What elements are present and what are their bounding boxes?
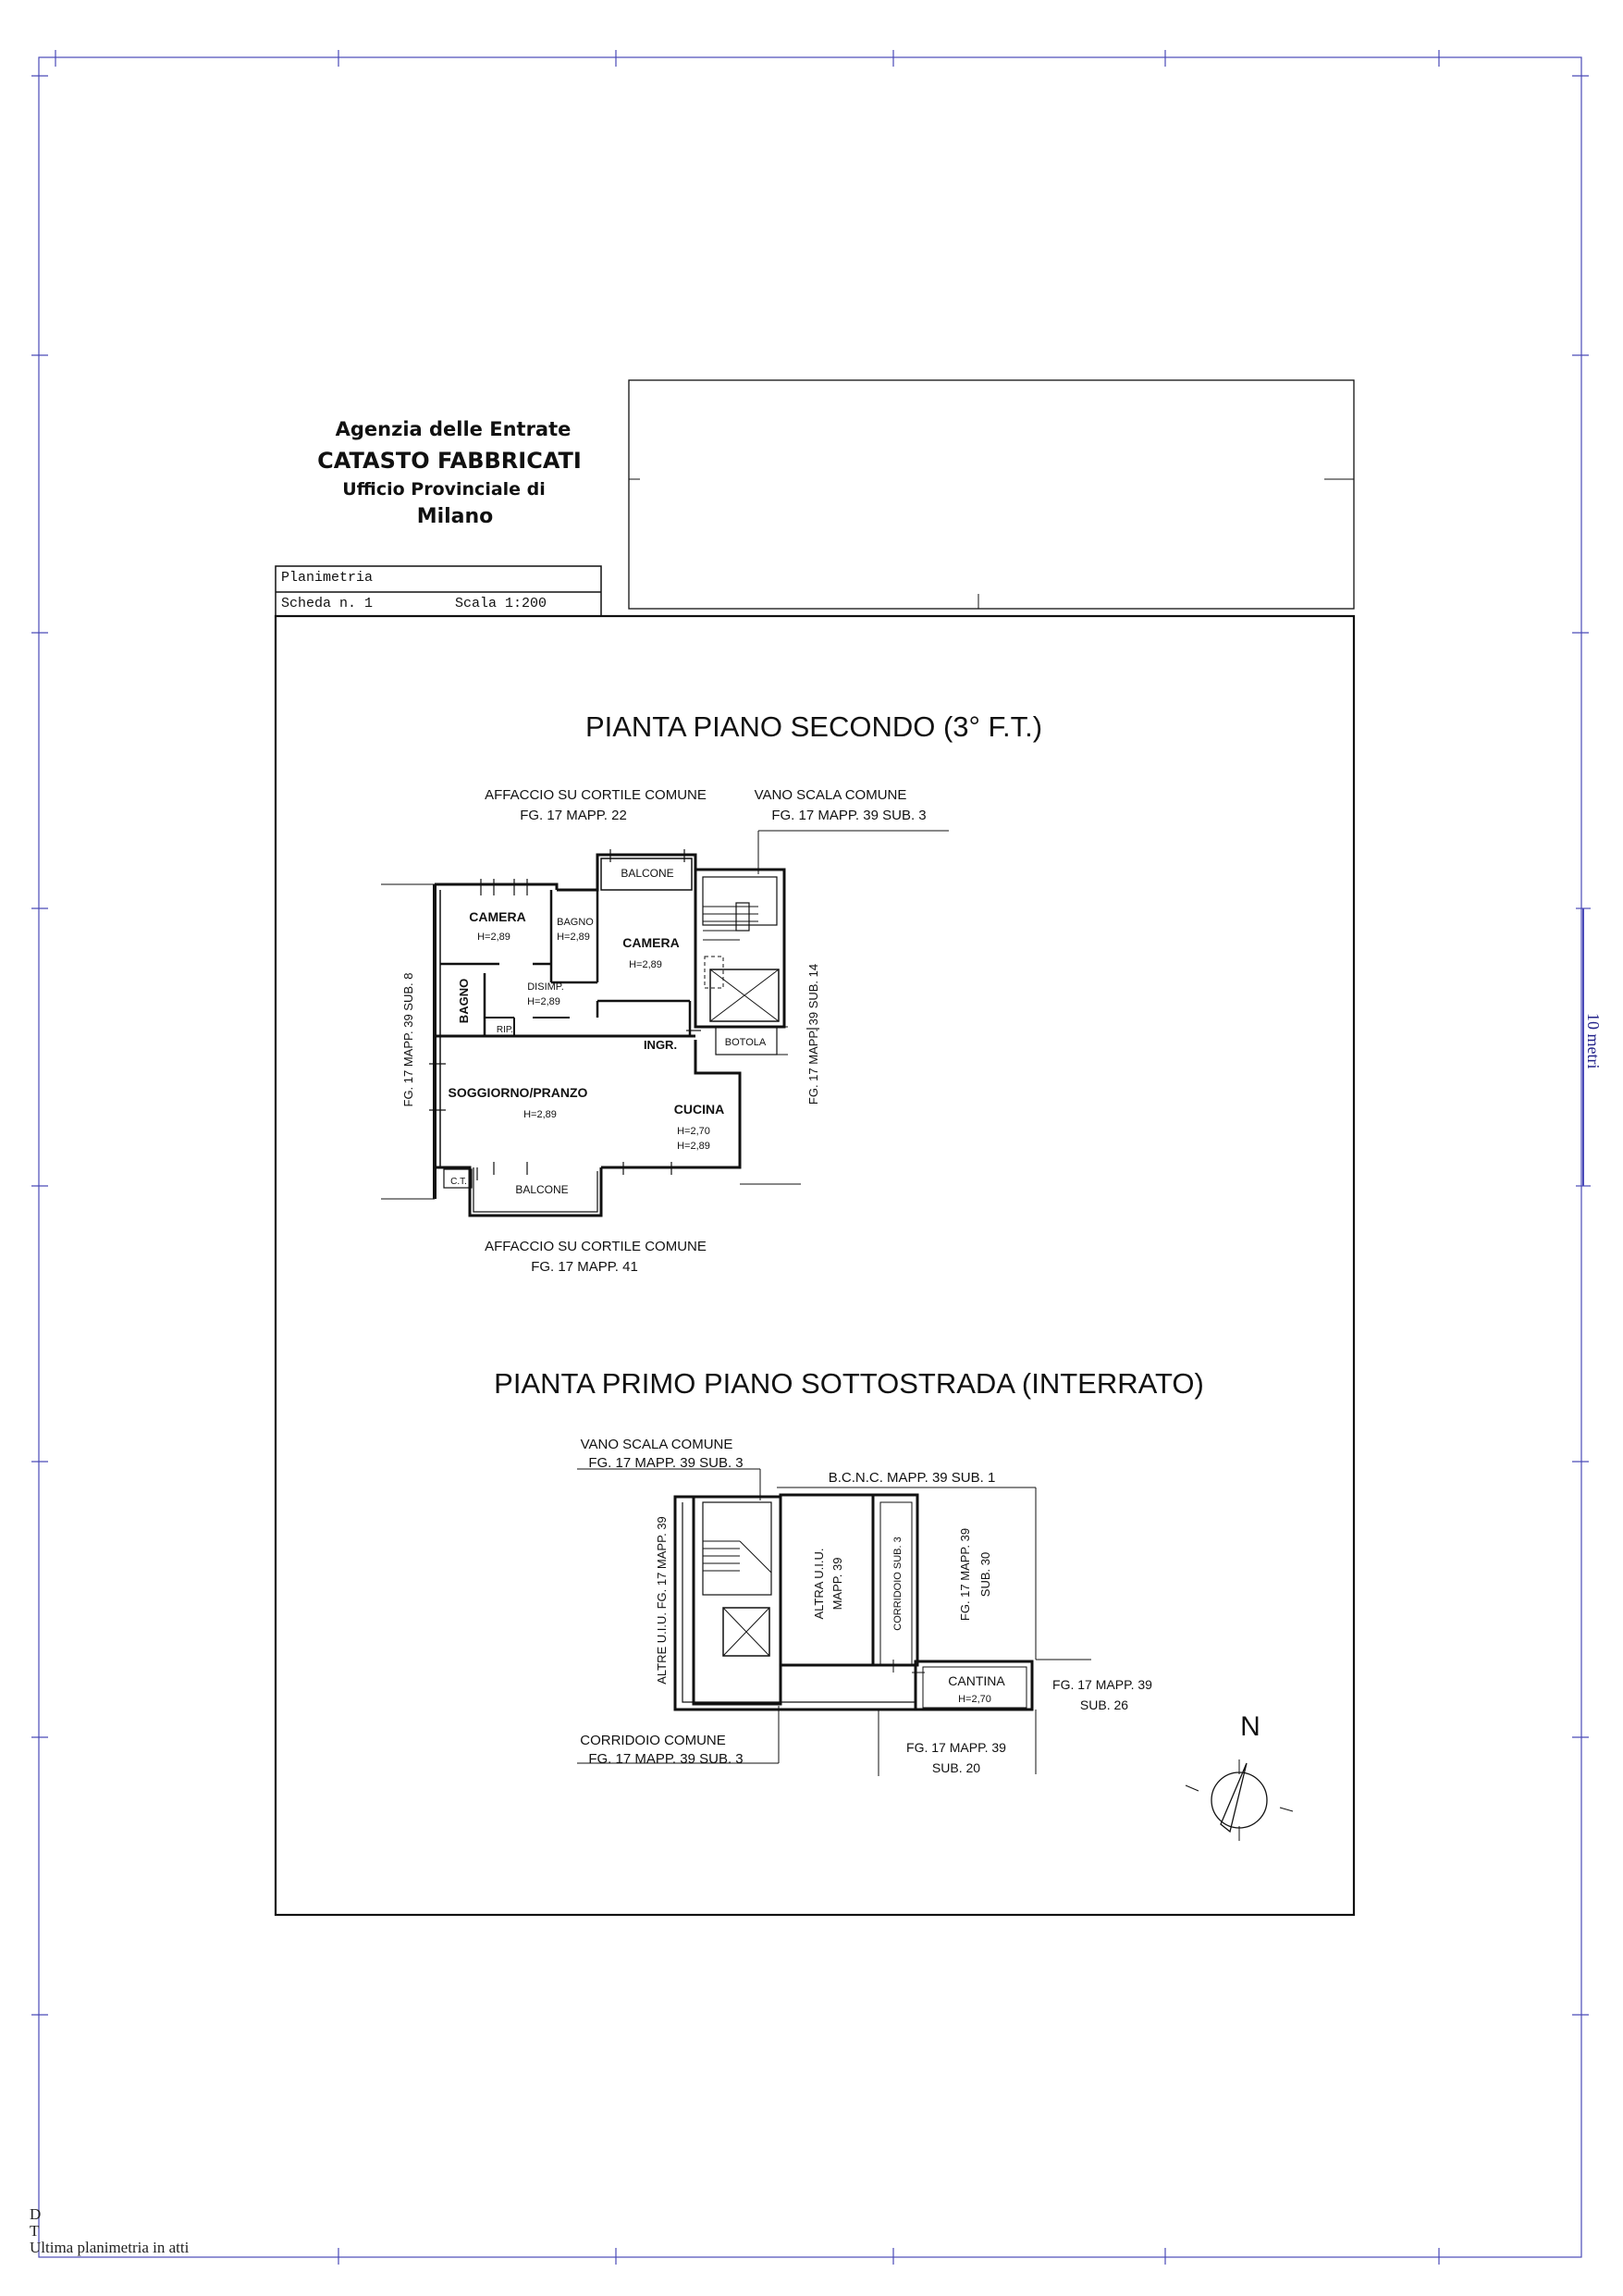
- room-bagno-1: BAGNO: [557, 917, 594, 928]
- label-altre-uiu: ALTRE U.I.U. FG. 17 MAPP. 39: [655, 1516, 669, 1685]
- room-balcone-top: BALCONE: [621, 867, 674, 880]
- label-affaccio-bottom: AFFACCIO SU CORTILE COMUNE: [485, 1239, 707, 1254]
- office-label: Ufficio Provinciale di: [342, 479, 546, 500]
- room-soggiorno-height: H=2,89: [523, 1109, 557, 1120]
- label-corridoio-comune: CORRIDOIO COMUNE: [580, 1733, 726, 1748]
- footer-line-1: D: [30, 2205, 42, 2223]
- label-bcnc: B.C.N.C. MAPP. 39 SUB. 1: [828, 1470, 996, 1486]
- label-mapp41: FG. 17 MAPP. 41: [531, 1259, 638, 1275]
- room-soggiorno: SOGGIORNO/PRANZO: [448, 1085, 588, 1100]
- room-camera-2: CAMERA: [622, 935, 680, 950]
- info-box: [629, 380, 1354, 609]
- room-bagno-2: BAGNO: [457, 978, 471, 1024]
- north-label: N: [1240, 1711, 1260, 1742]
- second-floor-title: PIANTA PIANO SECONDO (3° F.T.): [584, 710, 1043, 743]
- label-corridoio-sub3: FG. 17 MAPP. 39 SUB. 3: [588, 1751, 744, 1767]
- label-vano-scala-basement: VANO SCALA COMUNE: [580, 1437, 733, 1452]
- label-altra-uiu: ALTRA U.I.U.: [812, 1548, 826, 1620]
- room-cantina-height: H=2,70: [958, 1694, 991, 1705]
- label-sub3-top: FG. 17 MAPP. 39 SUB. 3: [771, 808, 927, 823]
- catasto-title: CATASTO FABBRICATI: [317, 448, 582, 474]
- room-rip: RIP.: [496, 1025, 514, 1035]
- scale-bar-label: 10 metri: [1584, 1013, 1603, 1069]
- room-ingr: INGR.: [643, 1038, 678, 1052]
- room-camera-2-height: H=2,89: [629, 959, 662, 970]
- room-balcone-bottom: BALCONE: [515, 1183, 569, 1196]
- office-city: Milano: [416, 505, 494, 528]
- room-bagno-1-height: H=2,89: [557, 932, 590, 943]
- label-corridoio-sub3: CORRIDOIO SUB. 3: [892, 1537, 904, 1631]
- room-camera-1-height: H=2,89: [477, 932, 510, 943]
- label-altra-uiu-mapp: MAPP. 39: [830, 1557, 844, 1611]
- room-disimp: DISIMP.: [527, 981, 564, 993]
- label-sub14: FG. 17 MAPP. 39 SUB. 14: [806, 963, 820, 1105]
- label-vano-scala-top: VANO SCALA COMUNE: [754, 787, 907, 803]
- title-block-scheda: Scheda n. 1: [281, 596, 374, 611]
- room-botola: BOTOLA: [724, 1037, 767, 1048]
- label-sub20-a: FG. 17 MAPP. 39: [906, 1740, 1006, 1755]
- label-sub20-b: SUB. 20: [931, 1760, 981, 1775]
- room-ct: C.T.: [450, 1177, 467, 1187]
- room-camera-1: CAMERA: [469, 909, 526, 924]
- label-sub26-b: SUB. 26: [1079, 1697, 1129, 1712]
- basement-title: PIANTA PRIMO PIANO SOTTOSTRADA (INTERRATO): [494, 1367, 1204, 1400]
- label-sub26-a: FG. 17 MAPP. 39: [1052, 1677, 1152, 1692]
- title-block-scala: Scala 1:200: [455, 596, 547, 611]
- label-affaccio-top: AFFACCIO SU CORTILE COMUNE: [485, 787, 707, 803]
- room-cantina: CANTINA: [948, 1673, 1005, 1688]
- footer-line-3: Ultima planimetria in atti: [30, 2239, 190, 2256]
- room-disimp-height: H=2,89: [527, 996, 560, 1007]
- footer-line-2: T: [30, 2222, 40, 2240]
- label-mapp22: FG. 17 MAPP. 22: [520, 808, 627, 823]
- room-cucina: CUCINA: [673, 1102, 725, 1117]
- room-cucina-height-1: H=2,70: [677, 1126, 710, 1137]
- label-sub30-b: SUB. 30: [978, 1551, 992, 1598]
- label-sub3-basement: FG. 17 MAPP. 39 SUB. 3: [588, 1455, 744, 1471]
- room-cucina-height-2: H=2,89: [677, 1141, 710, 1152]
- title-block-planimetria: Planimetria: [281, 570, 374, 586]
- label-sub8: FG. 17 MAPP. 39 SUB. 8: [401, 972, 415, 1107]
- agency-name: Agenzia delle Entrate: [335, 418, 572, 440]
- label-sub30-a: FG. 17 MAPP. 39: [958, 1527, 972, 1622]
